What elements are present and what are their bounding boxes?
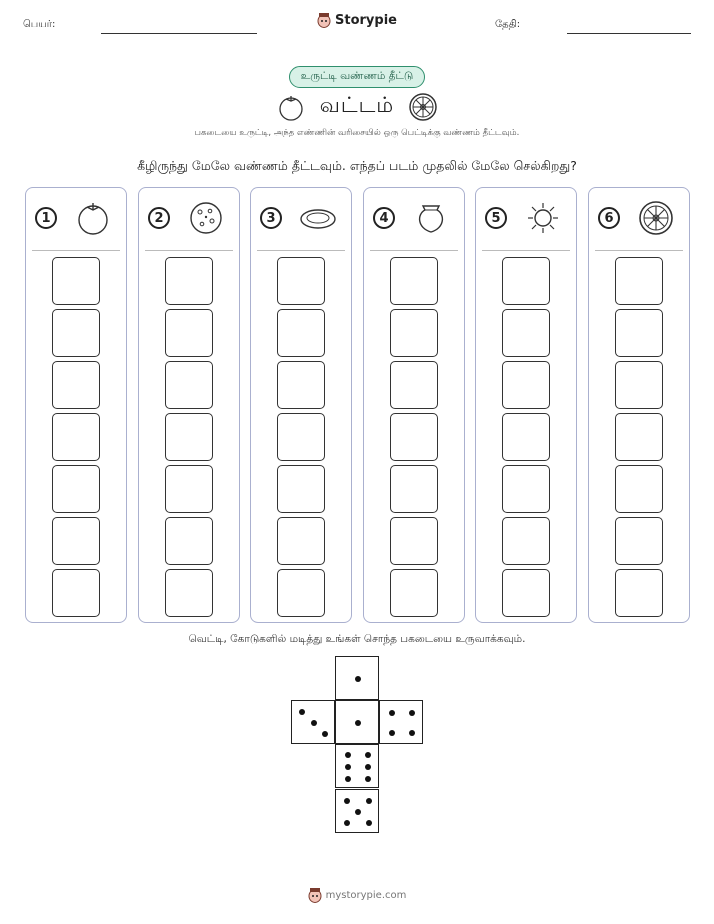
color-box[interactable] xyxy=(52,517,100,565)
die-dot xyxy=(366,820,372,826)
die-dot xyxy=(365,764,371,770)
color-box[interactable] xyxy=(615,361,663,409)
footer-url: mystorypie.com xyxy=(325,889,407,901)
pot-icon xyxy=(413,200,449,236)
color-box[interactable] xyxy=(165,413,213,461)
cut-instruction: வெட்டி, கோடுகளில் மடித்து உங்கள் சொந்த பகடையை உருவாக்கவும். xyxy=(188,633,526,645)
color-box[interactable] xyxy=(52,257,100,305)
color-box[interactable] xyxy=(615,309,663,357)
die-dot xyxy=(344,820,350,826)
die-face-center xyxy=(335,700,379,744)
activity-pill: உருட்டி வண்ணம் தீட்டு xyxy=(289,66,425,88)
column-number: 2 xyxy=(148,207,170,229)
die-dot xyxy=(355,809,361,815)
color-box[interactable] xyxy=(165,309,213,357)
page-title: வட்டம் xyxy=(319,93,395,117)
color-box[interactable] xyxy=(502,465,550,513)
color-box[interactable] xyxy=(390,309,438,357)
color-box[interactable] xyxy=(52,569,100,617)
footer xyxy=(0,887,714,903)
color-box[interactable] xyxy=(165,465,213,513)
color-box[interactable] xyxy=(165,257,213,305)
column-3 xyxy=(250,187,352,623)
color-box[interactable] xyxy=(390,413,438,461)
color-box[interactable] xyxy=(277,309,325,357)
color-box[interactable] xyxy=(165,517,213,565)
column-number: 1 xyxy=(35,207,57,229)
column-divider xyxy=(257,250,345,251)
color-box[interactable] xyxy=(52,413,100,461)
die-face-right xyxy=(379,700,423,744)
column-number: 6 xyxy=(598,207,620,229)
wheel-icon xyxy=(408,92,438,122)
color-box[interactable] xyxy=(502,569,550,617)
column-5 xyxy=(475,187,577,623)
color-box[interactable] xyxy=(52,465,100,513)
name-label: பெயர்: xyxy=(23,19,56,30)
color-box[interactable] xyxy=(277,517,325,565)
column-6 xyxy=(588,187,690,623)
die-dot xyxy=(322,731,328,737)
color-box[interactable] xyxy=(390,361,438,409)
die-dot xyxy=(389,710,395,716)
die-dot xyxy=(389,730,395,736)
color-box[interactable] xyxy=(502,517,550,565)
color-box[interactable] xyxy=(390,569,438,617)
die-dot xyxy=(365,752,371,758)
color-box[interactable] xyxy=(277,413,325,461)
die-dot xyxy=(345,752,351,758)
die-dot xyxy=(409,730,415,736)
color-box[interactable] xyxy=(615,465,663,513)
die-dot xyxy=(345,776,351,782)
column-divider xyxy=(482,250,570,251)
color-box[interactable] xyxy=(390,517,438,565)
color-box[interactable] xyxy=(165,569,213,617)
column-1 xyxy=(25,187,127,623)
color-box[interactable] xyxy=(615,413,663,461)
sun-icon xyxy=(525,200,561,236)
die-dot xyxy=(409,710,415,716)
storypie-mascot-icon xyxy=(317,12,331,28)
column-number: 5 xyxy=(485,207,507,229)
column-divider xyxy=(32,250,120,251)
color-box[interactable] xyxy=(615,517,663,565)
column-divider xyxy=(145,250,233,251)
date-line[interactable] xyxy=(567,33,691,34)
color-box[interactable] xyxy=(390,465,438,513)
color-box[interactable] xyxy=(502,257,550,305)
die-face-top xyxy=(335,656,379,700)
column-divider xyxy=(370,250,458,251)
storypie-mascot-icon xyxy=(308,887,322,903)
name-line[interactable] xyxy=(101,33,257,34)
column-number: 3 xyxy=(260,207,282,229)
date-label: தேதி: xyxy=(495,19,521,30)
color-box[interactable] xyxy=(615,257,663,305)
question-text: கீழிருந்து மேலே வண்ணம் தீட்டவும். எந்தப் படம் முதலில் மேலே செல்கிறது? xyxy=(137,158,577,173)
color-box[interactable] xyxy=(390,257,438,305)
column-number: 4 xyxy=(373,207,395,229)
die-dot xyxy=(344,798,350,804)
column-4 xyxy=(363,187,465,623)
color-box[interactable] xyxy=(277,361,325,409)
die-dot xyxy=(345,764,351,770)
color-box[interactable] xyxy=(615,569,663,617)
column-2 xyxy=(138,187,240,623)
color-box[interactable] xyxy=(277,257,325,305)
color-box[interactable] xyxy=(52,309,100,357)
color-box[interactable] xyxy=(502,413,550,461)
plate-icon xyxy=(300,200,336,236)
cookie-icon xyxy=(188,200,224,236)
die-dot xyxy=(299,709,305,715)
brand-logo xyxy=(0,12,714,28)
die-face-bottom xyxy=(335,789,379,833)
die-dot xyxy=(355,720,361,726)
color-box[interactable] xyxy=(277,569,325,617)
die-dot xyxy=(366,798,372,804)
die-dot xyxy=(355,676,361,682)
color-box[interactable] xyxy=(502,361,550,409)
color-box[interactable] xyxy=(277,465,325,513)
brand-name: Storypie xyxy=(335,12,397,28)
column-divider xyxy=(595,250,683,251)
color-box[interactable] xyxy=(52,361,100,409)
instruction-text: பகடையை உருட்டி, அந்த எண்ணின் வரிசையில் ஒரு பெட்டிக்கு வண்ணம் தீட்டவும். xyxy=(194,128,520,138)
die-face-left xyxy=(291,700,335,744)
die-dot xyxy=(365,776,371,782)
color-box[interactable] xyxy=(502,309,550,357)
color-box[interactable] xyxy=(165,361,213,409)
wheel-icon xyxy=(638,200,674,236)
die-face-lower xyxy=(335,744,379,788)
tomato-icon xyxy=(75,200,111,236)
die-dot xyxy=(311,720,317,726)
